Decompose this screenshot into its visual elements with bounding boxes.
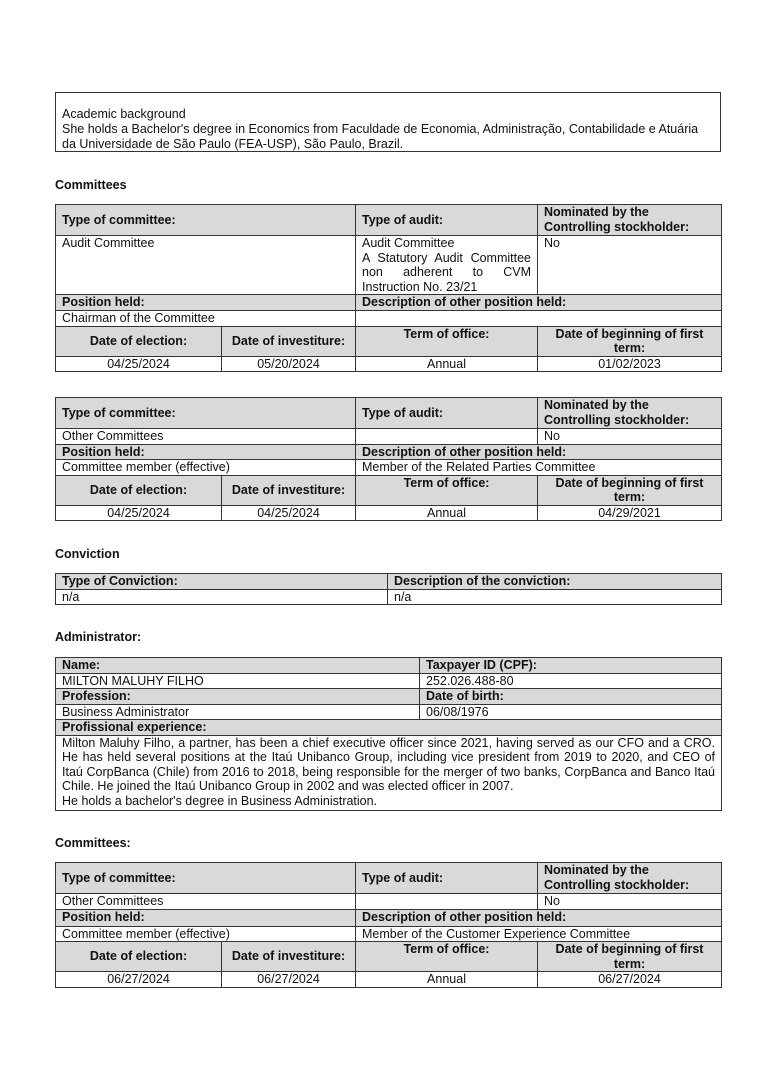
type-of-conviction-label: Type of Conviction:: [56, 574, 388, 590]
date-of-election-label: Date of election:: [56, 326, 222, 356]
type-of-audit-label: Type of audit:: [356, 205, 538, 236]
committee-type-value: Other Committees: [56, 429, 356, 445]
audit-type-value: [356, 429, 538, 445]
committee-type-value: Other Committees: [56, 894, 356, 910]
committee-table-2: [55, 397, 722, 521]
description-conviction-label: Description of the conviction:: [388, 574, 722, 590]
committee-type-value: Audit Committee: [56, 236, 356, 295]
academic-background-title: Academic background: [62, 107, 186, 121]
nominated-value: No: [538, 429, 722, 445]
position-held-label: Position held:: [56, 295, 356, 311]
term-of-office-label: Term of office:: [356, 475, 538, 505]
type-of-audit-label: Type of audit:: [356, 863, 538, 894]
conviction-heading: Conviction: [55, 547, 120, 561]
professional-experience-education: He holds a bachelor's degree in Business Administration.: [62, 793, 378, 808]
nominated-value: No: [538, 236, 722, 295]
description-other-value: [356, 310, 722, 326]
academic-background-text: She holds a Bachelor's degree in Economics from Faculdade de Economia, Administração, Contabilidade e Atuária da Universidade de São Paulo (FEA-USP), São Paulo, Brazil.: [62, 122, 699, 151]
date-of-investiture-value: 04/25/2024: [222, 505, 356, 521]
position-held-value: Committee member (effective): [56, 460, 356, 476]
date-beginning-label: Date of beginning of first term:: [538, 326, 722, 356]
profession-label: Profession:: [56, 689, 420, 705]
audit-type-value: [356, 894, 538, 910]
date-of-election-value: 06/27/2024: [56, 972, 222, 988]
committees-heading: Committees: [55, 178, 127, 192]
date-beginning-value: 04/29/2021: [538, 505, 722, 521]
type-of-committee-label: Type of committee:: [56, 398, 356, 429]
date-of-election-label: Date of election:: [56, 475, 222, 505]
date-beginning-value: 06/27/2024: [538, 972, 722, 988]
administrator-heading: Administrator:: [55, 630, 142, 644]
date-of-investiture-value: 05/20/2024: [222, 356, 356, 372]
term-of-office-value: Annual: [356, 356, 538, 372]
date-of-election-label: Date of election:: [56, 942, 222, 972]
name-label: Name:: [56, 658, 420, 674]
date-of-investiture-label: Date of investiture:: [222, 326, 356, 356]
professional-experience-value: [56, 735, 722, 810]
description-other-value: Member of the Related Parties Committee: [356, 460, 722, 476]
type-of-conviction-value: n/a: [56, 589, 388, 605]
date-of-election-value: 04/25/2024: [56, 505, 222, 521]
name-value: MILTON MALUHY FILHO: [56, 673, 420, 689]
date-beginning-label: Date of beginning of first term:: [538, 942, 722, 972]
date-beginning-label: Date of beginning of first term:: [538, 475, 722, 505]
nominated-label: Nominated by the Controlling stockholder:: [538, 205, 722, 236]
term-of-office-value: Annual: [356, 972, 538, 988]
professional-experience-text: Milton Maluhy Filho, a partner, has been a chief executive officer since 2021, having served as our CFO and a CRO. He has held several positions at the Itaú Unibanco Group, including vice president from 2019 to 2020, and CEO of Itaú CorpBanca (Chile) from 2016 to 2018, being responsible for the merger of two banks, CorpBanca and Banco Itaú Chile. He joined the Itaú Unibanco Group in 2002 and was elected officer in 2007.: [62, 735, 715, 793]
date-of-birth-label: Date of birth:: [420, 689, 722, 705]
taxpayer-value: 252.026.488-80: [420, 673, 722, 689]
academic-background-box: [55, 92, 721, 152]
term-of-office-label: Term of office:: [356, 326, 538, 356]
committee-table-1: [55, 204, 722, 372]
committee-table-3: [55, 862, 722, 988]
description-other-label: Description of other position held:: [356, 295, 722, 311]
nominated-label: Nominated by the Controlling stockholder:: [538, 398, 722, 429]
committees-heading-2: Committees:: [55, 836, 131, 850]
date-of-birth-value: 06/08/1976: [420, 704, 722, 720]
position-held-value: Chairman of the Committee: [56, 310, 356, 326]
description-other-value: Member of the Customer Experience Committee: [356, 926, 722, 942]
term-of-office-label: Term of office:: [356, 942, 538, 972]
term-of-office-value: Annual: [356, 505, 538, 521]
date-beginning-value: 01/02/2023: [538, 356, 722, 372]
profession-value: Business Administrator: [56, 704, 420, 720]
position-held-label: Position held:: [56, 909, 356, 926]
nominated-label: Nominated by the Controlling stockholder:: [538, 863, 722, 894]
taxpayer-label: Taxpayer ID (CPF):: [420, 658, 722, 674]
type-of-committee-label: Type of committee:: [56, 205, 356, 236]
description-other-label: Description of other position held:: [356, 444, 722, 460]
professional-experience-label: Profissional experience:: [56, 720, 722, 736]
type-of-audit-label: Type of audit:: [356, 398, 538, 429]
date-of-investiture-label: Date of investiture:: [222, 942, 356, 972]
description-conviction-value: n/a: [388, 589, 722, 605]
nominated-value: No: [538, 894, 722, 910]
type-of-committee-label: Type of committee:: [56, 863, 356, 894]
description-other-label: Description of other position held:: [356, 909, 722, 926]
conviction-table: [55, 573, 722, 605]
date-of-election-value: 04/25/2024: [56, 356, 222, 372]
audit-type-value: Audit Committee A Statutory Audit Committee non adherent to CVM Instruction No. 23/21: [356, 236, 538, 295]
date-of-investiture-label: Date of investiture:: [222, 475, 356, 505]
position-held-label: Position held:: [56, 444, 356, 460]
date-of-investiture-value: 06/27/2024: [222, 972, 356, 988]
position-held-value: Committee member (effective): [56, 926, 356, 942]
administrator-table: [55, 657, 722, 811]
